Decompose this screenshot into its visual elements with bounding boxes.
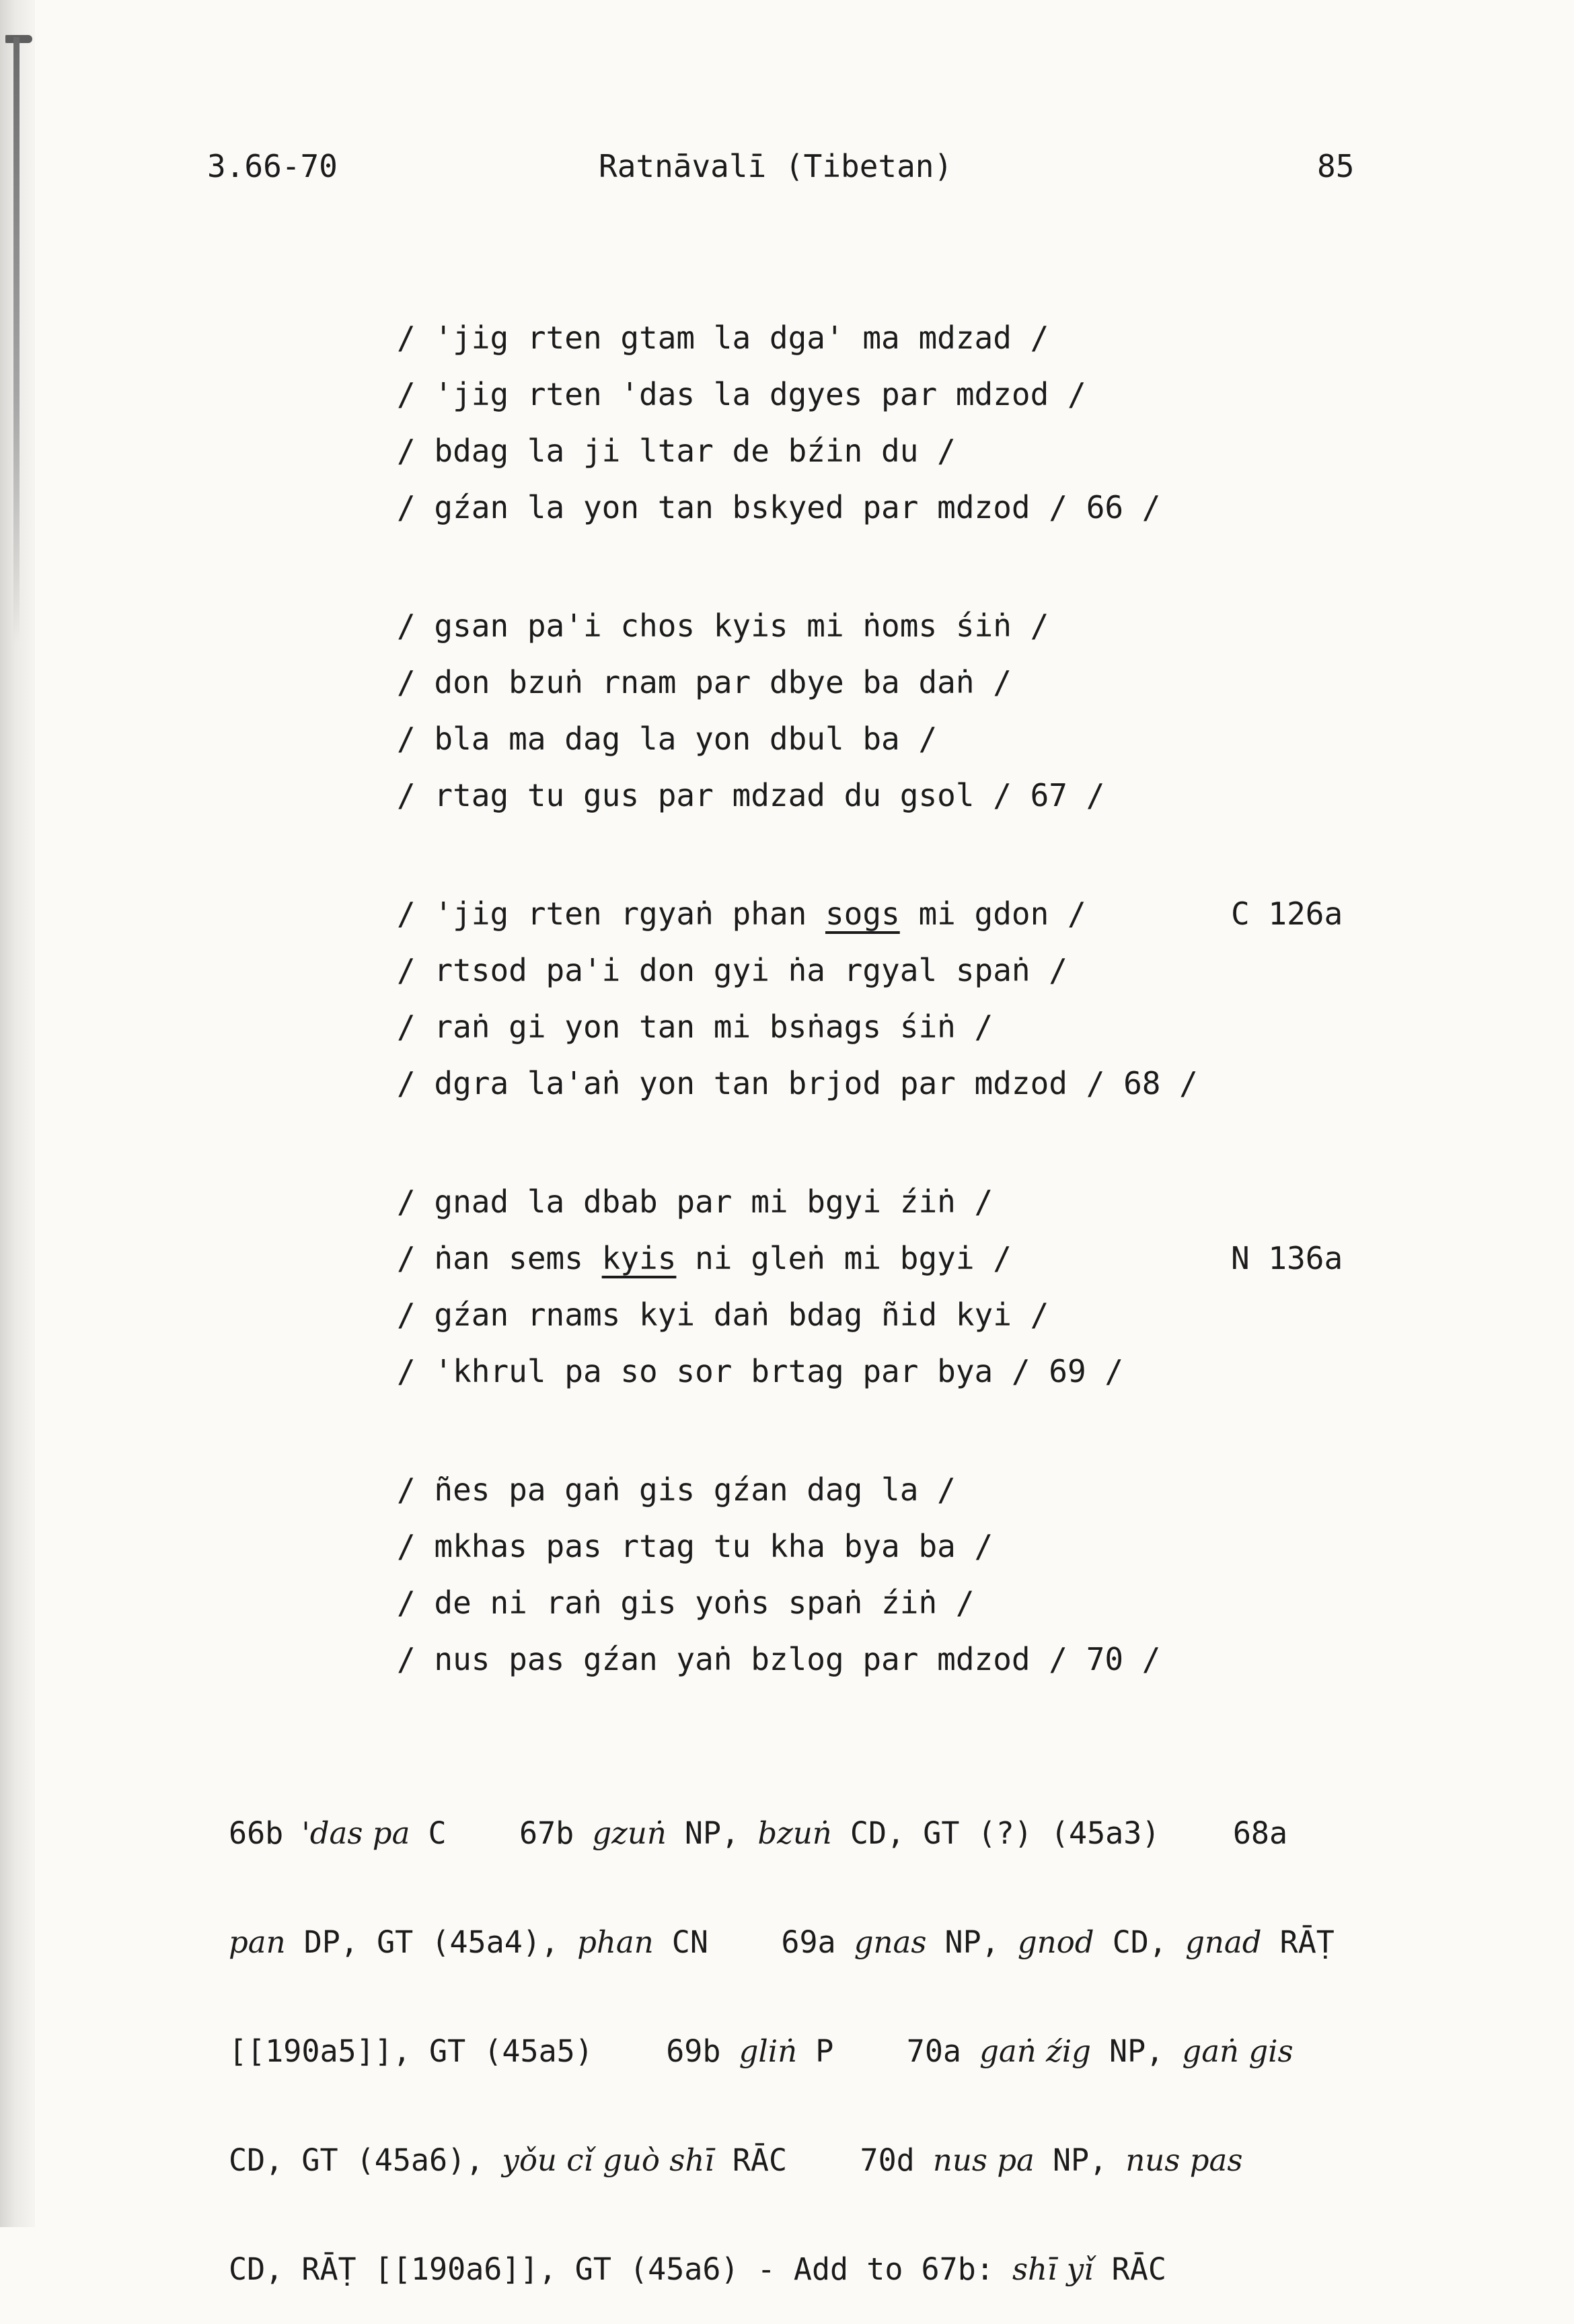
header-title: Ratnāvalī (Tibetan) — [599, 148, 953, 184]
verse-line: / de ni raṅ gis yoṅs spaṅ źiṅ / — [397, 1585, 975, 1621]
stanza-66 — [397, 310, 1379, 536]
verse-line: / raṅ gi yon tan mi bsṅags śiṅ / — [397, 1009, 994, 1045]
verse-line: / rtag tu gus par mdzad du gsol / 67 / — [397, 777, 1105, 813]
verse-line: / bla ma dag la yon dbul ba / — [397, 721, 938, 757]
verse-line: / dgra la'aṅ yon tan brjod par mdzod / 68 / — [397, 1065, 1198, 1101]
verse-line-text: / 'jig rten rgyaṅ phan sogs mi gdon / — [397, 896, 1086, 932]
footnote-line: [[190a5]], GT (45a5) 69b gliṅ P 70a gaṅ źig NP, gaṅ gis — [229, 2033, 1294, 2069]
binding-mark — [13, 37, 20, 643]
verse-block — [397, 310, 1379, 1749]
verse-line: / mkhas pas rtag tu kha bya ba / — [397, 1528, 994, 1564]
stanza-67 — [397, 597, 1379, 824]
verse-line: / don bzuṅ rnam par dbye ba daṅ / — [397, 664, 1012, 700]
stanza-70 — [397, 1461, 1379, 1687]
footnote-line: CD, GT (45a6), yǒu cǐ guò shī RĀC 70d nus pa NP, nus pas — [229, 2142, 1243, 2178]
verse-line: / gnad la dbab par mi bgyi źiṅ / — [397, 1184, 994, 1220]
stanza-68 — [397, 885, 1379, 1112]
footnote-line: 66b 'das pa C 67b gzuṅ NP, bzuṅ CD, GT (?) (45a3) 68a — [229, 1815, 1288, 1851]
verse-line: / 'jig rten gtam la dga' ma mdzad / — [397, 320, 1049, 356]
verse-line: / gźan la yon tan bskyed par mdzod / 66 / — [397, 489, 1161, 525]
footnotes — [229, 1743, 1345, 2324]
verse-line: / nus pas gźan yaṅ bzlog par mdzod / 70 / — [397, 1641, 1161, 1677]
verse-line: / gźan rnams kyi daṅ bdag ñid kyi / — [397, 1297, 1049, 1333]
verse-line: / 'khrul pa so sor brtag par bya / 69 / — [397, 1353, 1124, 1389]
verse-line-text: / ṅan sems kyis ni gleṅ mi bgyi / — [397, 1240, 1012, 1276]
verse-line: / ñes pa gaṅ gis gźan dag la / — [397, 1472, 956, 1508]
verse-line: / 'jig rten 'das la dgyes par mdzod / — [397, 376, 1086, 412]
verse-line — [397, 1230, 1379, 1286]
footnote-line: CD, RĀṬ [[190a6]], GT (45a6) - Add to 67b: shī yǐ RĀC — [229, 2251, 1166, 2287]
verse-line: / rtsod pa'i don gyi ṅa rgyal spaṅ / — [397, 952, 1067, 988]
stanza-69 — [397, 1173, 1379, 1400]
folio-ref: C 126a — [1231, 896, 1343, 932]
footnote-line: pan DP, GT (45a4), phan CN 69a gnas NP, gnod CD, gnad RĀṬ — [229, 1924, 1335, 1960]
verse-line — [397, 885, 1379, 942]
header-verse-range: 3.66-70 — [207, 148, 338, 184]
verse-line: / gsan pa'i chos kyis mi ṅoms śiṅ / — [397, 608, 1049, 644]
verse-line: / bdag la ji ltar de bźin du / — [397, 433, 956, 469]
folio-ref: N 136a — [1231, 1240, 1343, 1276]
page-number: 85 — [1317, 148, 1355, 184]
